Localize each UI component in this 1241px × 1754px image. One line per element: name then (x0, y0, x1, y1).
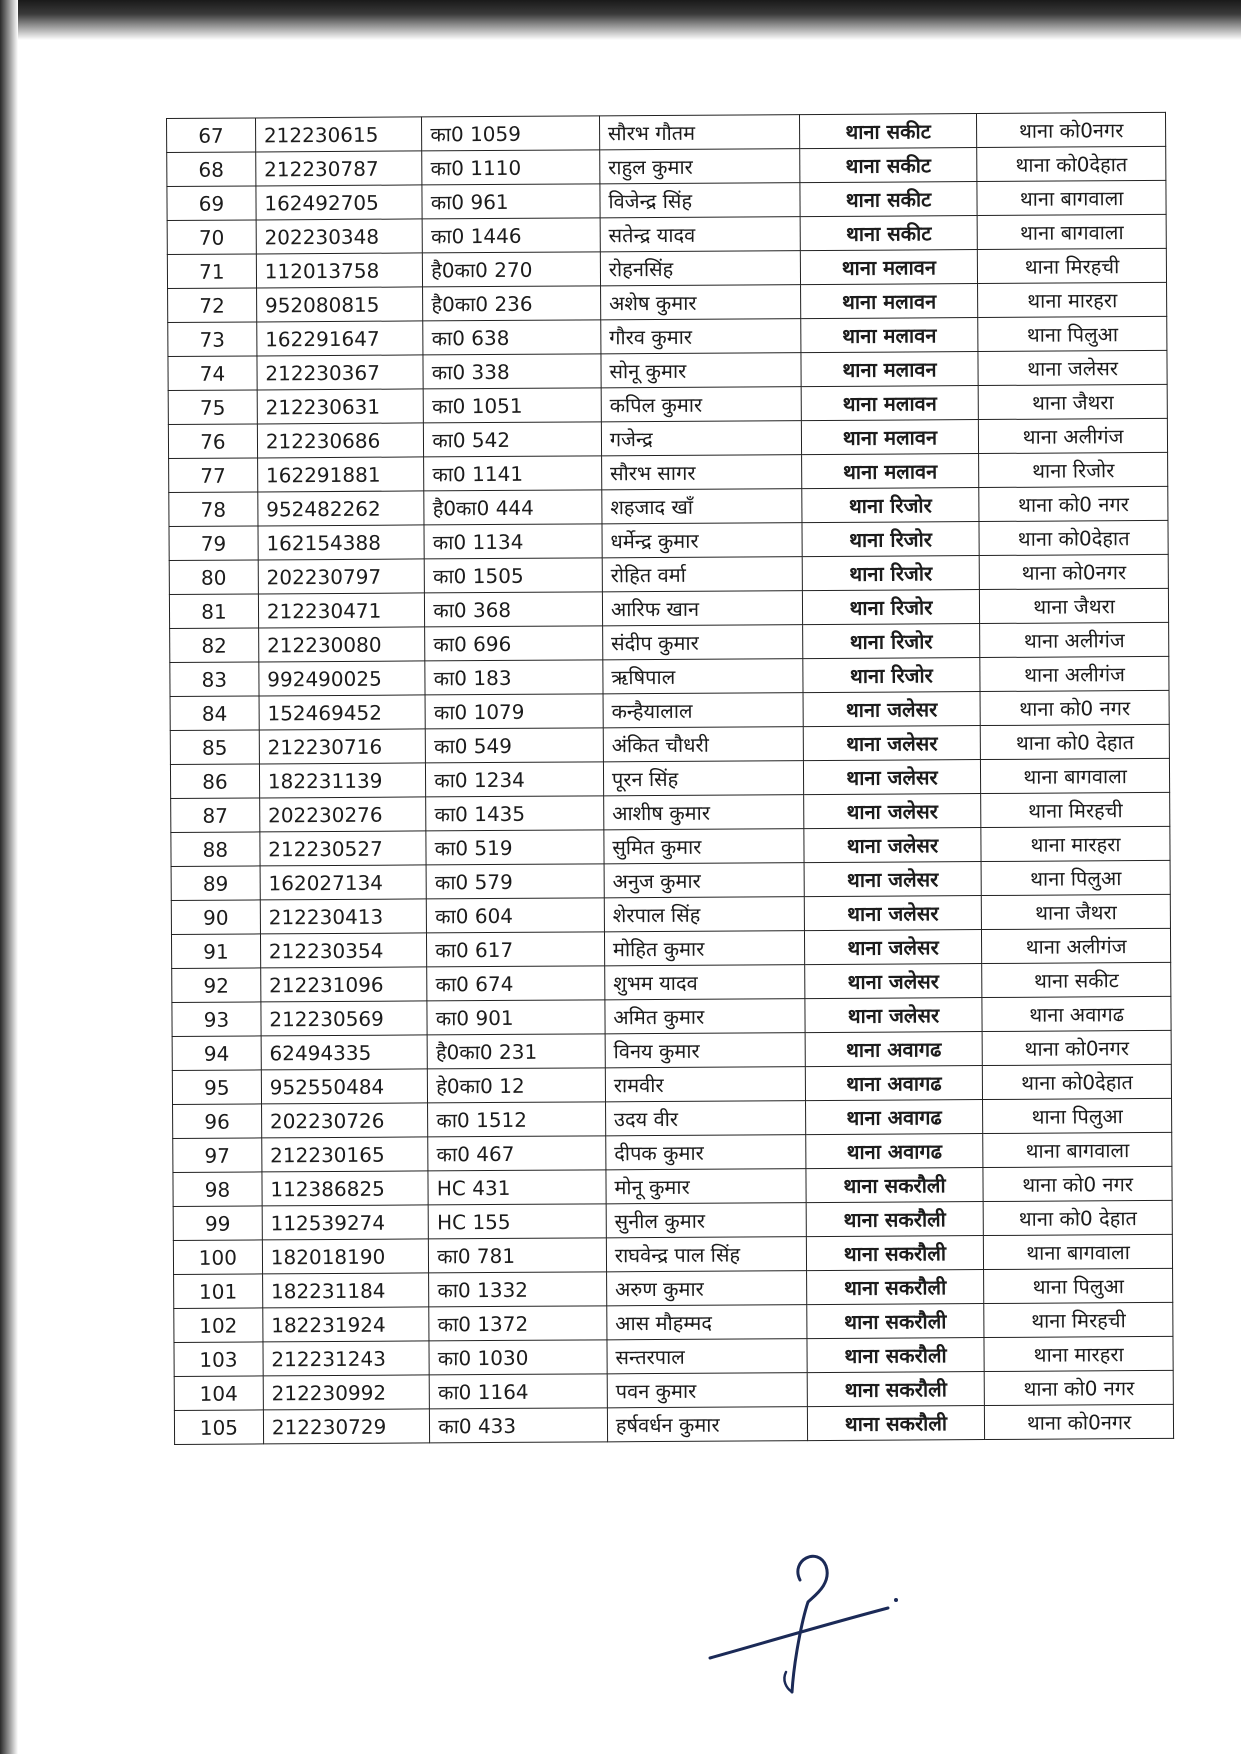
pno-number-cell: 212230729 (263, 1409, 430, 1444)
transfer-station-cell: थाना को0 नगर (984, 1370, 1173, 1405)
serial-number-cell: 79 (169, 526, 258, 561)
employee-name-cell: आशीष कुमार (604, 795, 804, 830)
rank-number-cell: का0 1079 (425, 694, 603, 729)
transfer-station-cell: थाना अवागढ (982, 996, 1171, 1031)
serial-number-cell: 73 (168, 322, 257, 357)
pno-number-cell: 162492705 (256, 185, 423, 220)
rank-number-cell: का0 901 (427, 1000, 605, 1035)
serial-number-cell: 86 (170, 764, 259, 799)
rank-number-cell: का0 1234 (426, 762, 604, 797)
current-station-cell: थाना रिजोर (802, 590, 980, 625)
current-station-cell: थाना सकीट (800, 182, 978, 217)
pno-number-cell: 182231139 (259, 763, 426, 798)
rank-number-cell: का0 604 (427, 898, 605, 933)
serial-number-cell: 72 (168, 288, 257, 323)
employee-name-cell: विनय कुमार (605, 1033, 805, 1068)
current-station-cell: थाना जलेसर (803, 692, 981, 727)
transfer-station-cell: थाना को0नगर (982, 1030, 1171, 1065)
pno-number-cell: 212230413 (260, 899, 427, 934)
pno-number-cell: 212230615 (255, 117, 422, 152)
employee-name-cell: कपिल कुमार (601, 387, 801, 422)
transfer-station-cell: थाना बागवाला (977, 180, 1166, 215)
table-row (174, 1404, 1173, 1444)
employee-name-cell: मोनू कुमार (606, 1169, 806, 1204)
employee-name-cell: राहुल कुमार (600, 149, 800, 184)
pno-number-cell: 212230686 (257, 423, 424, 458)
serial-number-cell: 80 (169, 560, 258, 595)
rank-number-cell: का0 781 (429, 1238, 607, 1273)
transfer-station-cell: थाना मारहरा (978, 282, 1167, 317)
rank-number-cell: का0 1505 (424, 558, 602, 593)
rank-number-cell: का0 1134 (424, 524, 602, 559)
current-station-cell: थाना जलेसर (803, 794, 981, 829)
pno-number-cell: 212230631 (257, 389, 424, 424)
rank-number-cell: का0 542 (424, 422, 602, 457)
rank-number-cell: का0 1446 (422, 218, 600, 253)
employee-name-cell: गजेन्द्र (601, 421, 801, 456)
current-station-cell: थाना जलेसर (804, 896, 982, 931)
transfer-table-body (167, 112, 1174, 1444)
serial-number-cell: 69 (167, 186, 256, 221)
serial-number-cell: 84 (170, 696, 259, 731)
pno-number-cell: 992490025 (259, 661, 426, 696)
transfer-station-cell: थाना जैथरा (982, 894, 1171, 929)
serial-number-cell: 85 (170, 730, 259, 765)
employee-name-cell: पवन कुमार (607, 1373, 807, 1408)
transfer-station-cell: थाना पिलुआ (983, 1098, 1172, 1133)
rank-number-cell: का0 1435 (426, 796, 604, 831)
serial-number-cell: 95 (172, 1070, 261, 1105)
current-station-cell: थाना सकरौली (806, 1202, 984, 1237)
serial-number-cell: 89 (171, 866, 260, 901)
serial-number-cell: 70 (167, 220, 256, 255)
employee-name-cell: आरिफ खान (602, 591, 802, 626)
rank-number-cell: का0 1164 (429, 1374, 607, 1409)
transfer-station-cell: थाना मिरहची (978, 248, 1167, 283)
transfer-station-cell: थाना पिलुआ (978, 316, 1167, 351)
employee-name-cell: शुभम यादव (605, 965, 805, 1000)
rank-number-cell: का0 674 (427, 966, 605, 1001)
current-station-cell: थाना मलावन (800, 318, 978, 353)
current-station-cell: थाना जलेसर (804, 862, 982, 897)
serial-number-cell: 90 (171, 900, 260, 935)
employee-name-cell: शहजाद खाँ (602, 489, 802, 524)
rank-number-cell: है0का0 236 (423, 286, 601, 321)
pno-number-cell: 162154388 (258, 525, 425, 560)
current-station-cell: थाना जलेसर (804, 930, 982, 965)
transfer-station-cell: थाना अलीगंज (979, 418, 1168, 453)
serial-number-cell: 87 (171, 798, 260, 833)
rank-number-cell: HC 431 (428, 1170, 606, 1205)
current-station-cell: थाना जलेसर (804, 964, 982, 999)
scan-left-shadow (0, 0, 18, 1754)
employee-name-cell: ऋषिपाल (603, 659, 803, 694)
current-station-cell: थाना जलेसर (803, 760, 981, 795)
serial-number-cell: 92 (172, 968, 261, 1003)
transfer-station-cell: थाना मारहरा (984, 1336, 1173, 1371)
transfer-station-cell: थाना पिलुआ (984, 1268, 1173, 1303)
serial-number-cell: 75 (168, 390, 257, 425)
current-station-cell: थाना अवागढ (805, 1100, 983, 1135)
employee-name-cell: पूरन सिंह (603, 761, 803, 796)
pno-number-cell: 212230716 (259, 729, 426, 764)
transfer-station-cell: थाना जैथरा (980, 588, 1169, 623)
employee-name-cell: अमित कुमार (605, 999, 805, 1034)
employee-name-cell: सुमित कुमार (604, 829, 804, 864)
rank-number-cell: का0 1332 (429, 1272, 607, 1307)
transfer-station-cell: थाना अलीगंज (980, 656, 1169, 691)
employee-name-cell: मोहित कुमार (604, 931, 804, 966)
serial-number-cell: 101 (174, 1274, 263, 1309)
pno-number-cell: 212231243 (263, 1341, 430, 1376)
current-station-cell: थाना अवागढ (805, 1134, 983, 1169)
transfer-station-cell: थाना को0नगर (979, 554, 1168, 589)
rank-number-cell: है0का0 444 (424, 490, 602, 525)
serial-number-cell: 88 (171, 832, 260, 867)
pno-number-cell: 212230992 (263, 1375, 430, 1410)
transfer-station-cell: थाना सकीट (982, 962, 1171, 997)
rank-number-cell: का0 1051 (423, 388, 601, 423)
serial-number-cell: 91 (171, 934, 260, 969)
serial-number-cell: 78 (169, 492, 258, 527)
employee-name-cell: अरुण कुमार (606, 1271, 806, 1306)
employee-name-cell: हर्षवर्धन कुमार (607, 1407, 807, 1442)
transfer-station-cell: थाना को0नगर (985, 1404, 1174, 1439)
pno-number-cell: 212230787 (256, 151, 423, 186)
current-station-cell: थाना सकरौली (806, 1304, 984, 1339)
current-station-cell: थाना मलावन (801, 386, 979, 421)
pno-number-cell: 212230080 (258, 627, 425, 662)
rank-number-cell: का0 338 (423, 354, 601, 389)
rank-number-cell: का0 549 (426, 728, 604, 763)
transfer-station-cell: थाना बागवाला (983, 1132, 1172, 1167)
transfer-station-cell: थाना को0नगर (977, 112, 1166, 147)
serial-number-cell: 82 (170, 628, 259, 663)
transfer-station-cell: थाना जैथरा (978, 384, 1167, 419)
employee-name-cell: गौरव कुमार (601, 319, 801, 354)
transfer-station-cell: थाना पिलुआ (981, 860, 1170, 895)
rank-number-cell: का0 467 (428, 1136, 606, 1171)
pno-number-cell: 152469452 (259, 695, 426, 730)
employee-name-cell: रामवीर (605, 1067, 805, 1102)
transfer-station-cell: थाना मिरहची (981, 792, 1170, 827)
pno-number-cell: 212230165 (262, 1137, 429, 1172)
pno-number-cell: 212231096 (260, 967, 427, 1002)
pno-number-cell: 202230726 (261, 1103, 428, 1138)
serial-number-cell: 103 (174, 1342, 263, 1377)
rank-number-cell: का0 1512 (428, 1102, 606, 1137)
scan-edge-shadow (0, 0, 1241, 40)
current-station-cell: थाना रिजोर (803, 658, 981, 693)
document-sheet (166, 118, 1166, 1445)
transfer-station-cell: थाना को0 नगर (983, 1166, 1172, 1201)
employee-name-cell: सोनू कुमार (601, 353, 801, 388)
rank-number-cell: का0 696 (425, 626, 603, 661)
pno-number-cell: 202230797 (258, 559, 425, 594)
rank-number-cell: है0का0 270 (423, 252, 601, 287)
transfer-station-cell: थाना को0 नगर (980, 690, 1169, 725)
transfer-station-cell: थाना को0देहात (979, 520, 1168, 555)
rank-number-cell: का0 183 (425, 660, 603, 695)
pno-number-cell: 182231184 (262, 1273, 429, 1308)
serial-number-cell: 67 (167, 118, 256, 153)
current-station-cell: थाना सकीट (799, 148, 977, 183)
rank-number-cell: का0 1110 (422, 150, 600, 185)
pno-number-cell: 212230569 (261, 1001, 428, 1036)
serial-number-cell: 98 (173, 1172, 262, 1207)
rank-number-cell: का0 638 (423, 320, 601, 355)
transfer-station-cell: थाना मिरहची (984, 1302, 1173, 1337)
employee-name-cell: आस मौहम्मद (607, 1305, 807, 1340)
transfer-station-cell: थाना बागवाला (984, 1234, 1173, 1269)
rank-number-cell: का0 617 (427, 932, 605, 967)
rank-number-cell: का0 519 (426, 830, 604, 865)
employee-name-cell: अंकित चौधरी (603, 727, 803, 762)
pno-number-cell: 212230471 (258, 593, 425, 628)
employee-name-cell: कन्हैयालाल (603, 693, 803, 728)
current-station-cell: थाना सकरौली (806, 1168, 984, 1203)
current-station-cell: थाना मलावन (801, 420, 979, 455)
current-station-cell: थाना सकरौली (806, 1270, 984, 1305)
current-station-cell: थाना मलावन (801, 352, 979, 387)
serial-number-cell: 68 (167, 152, 256, 187)
serial-number-cell: 97 (173, 1138, 262, 1173)
transfer-station-cell: थाना को0 देहात (981, 724, 1170, 759)
employee-name-cell: धर्मेन्द्र कुमार (602, 523, 802, 558)
transfer-station-cell: थाना मारहरा (981, 826, 1170, 861)
employee-name-cell: सन्तरपाल (607, 1339, 807, 1374)
employee-name-cell: रोहित वर्मा (602, 557, 802, 592)
transfer-station-cell: थाना अलीगंज (982, 928, 1171, 963)
transfer-station-cell: थाना को0 नगर (979, 486, 1168, 521)
current-station-cell: थाना सकरौली (806, 1236, 984, 1271)
employee-name-cell: सुनील कुमार (606, 1203, 806, 1238)
pno-number-cell: 952080815 (256, 287, 423, 322)
pno-number-cell: 952550484 (261, 1069, 428, 1104)
current-station-cell: थाना जलेसर (805, 998, 983, 1033)
transfer-station-cell: थाना को0देहात (983, 1064, 1172, 1099)
transfer-station-cell: थाना जलेसर (978, 350, 1167, 385)
rank-number-cell: का0 1372 (429, 1306, 607, 1341)
pno-number-cell: 112013758 (256, 253, 423, 288)
transfer-station-cell: थाना बागवाला (977, 214, 1166, 249)
pno-number-cell: 212230527 (260, 831, 427, 866)
serial-number-cell: 77 (169, 458, 258, 493)
employee-name-cell: दीपक कुमार (606, 1135, 806, 1170)
employee-name-cell: अशेष कुमार (600, 285, 800, 320)
serial-number-cell: 102 (174, 1308, 263, 1343)
serial-number-cell: 93 (172, 1002, 261, 1037)
transfer-station-cell: थाना रिजोर (979, 452, 1168, 487)
pno-number-cell: 112539274 (262, 1205, 429, 1240)
employee-name-cell: अनुज कुमार (604, 863, 804, 898)
serial-number-cell: 105 (174, 1410, 263, 1445)
serial-number-cell: 74 (168, 356, 257, 391)
signature-icon (690, 1540, 950, 1700)
serial-number-cell: 99 (173, 1206, 262, 1241)
current-station-cell: थाना रिजोर (802, 522, 980, 557)
pno-number-cell: 62494335 (261, 1035, 428, 1070)
rank-number-cell: का0 961 (422, 184, 600, 219)
current-station-cell: थाना जलेसर (804, 828, 982, 863)
serial-number-cell: 81 (169, 594, 258, 629)
current-station-cell: थाना अवागढ (805, 1032, 983, 1067)
pno-number-cell: 112386825 (262, 1171, 429, 1206)
current-station-cell: थाना मलावन (801, 454, 979, 489)
current-station-cell: थाना रिजोर (801, 488, 979, 523)
rank-number-cell: है0का0 231 (427, 1034, 605, 1069)
serial-number-cell: 71 (167, 254, 256, 289)
rank-number-cell: का0 433 (430, 1408, 608, 1443)
employee-name-cell: सतेन्द्र यादव (600, 217, 800, 252)
employee-name-cell: विजेन्द्र सिंह (600, 183, 800, 218)
employee-name-cell: उदय वीर (605, 1101, 805, 1136)
current-station-cell: थाना सकीट (799, 114, 977, 149)
transfer-station-cell: थाना को0 देहात (983, 1200, 1172, 1235)
pno-number-cell: 952482262 (258, 491, 425, 526)
serial-number-cell: 96 (173, 1104, 262, 1139)
employee-name-cell: राघवेन्द्र पाल सिंह (606, 1237, 806, 1272)
transfer-station-cell: थाना को0देहात (977, 146, 1166, 181)
pno-number-cell: 212230354 (260, 933, 427, 968)
rank-number-cell: का0 579 (426, 864, 604, 899)
current-station-cell: थाना सकरौली (807, 1406, 985, 1441)
pno-number-cell: 182018190 (262, 1239, 429, 1274)
transfer-station-cell: थाना बागवाला (981, 758, 1170, 793)
employee-name-cell: संदीप कुमार (603, 625, 803, 660)
current-station-cell: थाना सकीट (800, 216, 978, 251)
pno-number-cell: 202230276 (259, 797, 426, 832)
employee-name-cell: सौरभ सागर (601, 455, 801, 490)
transfer-table (166, 112, 1174, 1445)
rank-number-cell: का0 368 (425, 592, 603, 627)
current-station-cell: थाना रिजोर (802, 624, 980, 659)
current-station-cell: थाना मलावन (800, 284, 978, 319)
current-station-cell: थाना रिजोर (802, 556, 980, 591)
serial-number-cell: 94 (172, 1036, 261, 1071)
employee-name-cell: शेरपाल सिंह (604, 897, 804, 932)
serial-number-cell: 100 (173, 1240, 262, 1275)
employee-name-cell: रोहनसिंह (600, 251, 800, 286)
pno-number-cell: 202230348 (256, 219, 423, 254)
current-station-cell: थाना सकरौली (807, 1338, 985, 1373)
serial-number-cell: 83 (170, 662, 259, 697)
rank-number-cell: हे0का0 12 (428, 1068, 606, 1103)
serial-number-cell: 76 (168, 424, 257, 459)
pno-number-cell: 162027134 (260, 865, 427, 900)
rank-number-cell: का0 1141 (424, 456, 602, 491)
pno-number-cell: 162291881 (257, 457, 424, 492)
rank-number-cell: का0 1030 (429, 1340, 607, 1375)
current-station-cell: थाना मलावन (800, 250, 978, 285)
rank-number-cell: HC 155 (428, 1204, 606, 1239)
current-station-cell: थाना सकरौली (807, 1372, 985, 1407)
transfer-station-cell: थाना अलीगंज (980, 622, 1169, 657)
rank-number-cell: का0 1059 (422, 116, 600, 151)
pno-number-cell: 212230367 (257, 355, 424, 390)
pno-number-cell: 162291647 (257, 321, 424, 356)
pno-number-cell: 182231924 (263, 1307, 430, 1342)
current-station-cell: थाना जलेसर (803, 726, 981, 761)
current-station-cell: थाना अवागढ (805, 1066, 983, 1101)
serial-number-cell: 104 (174, 1376, 263, 1411)
employee-name-cell: सौरभ गौतम (599, 115, 799, 150)
